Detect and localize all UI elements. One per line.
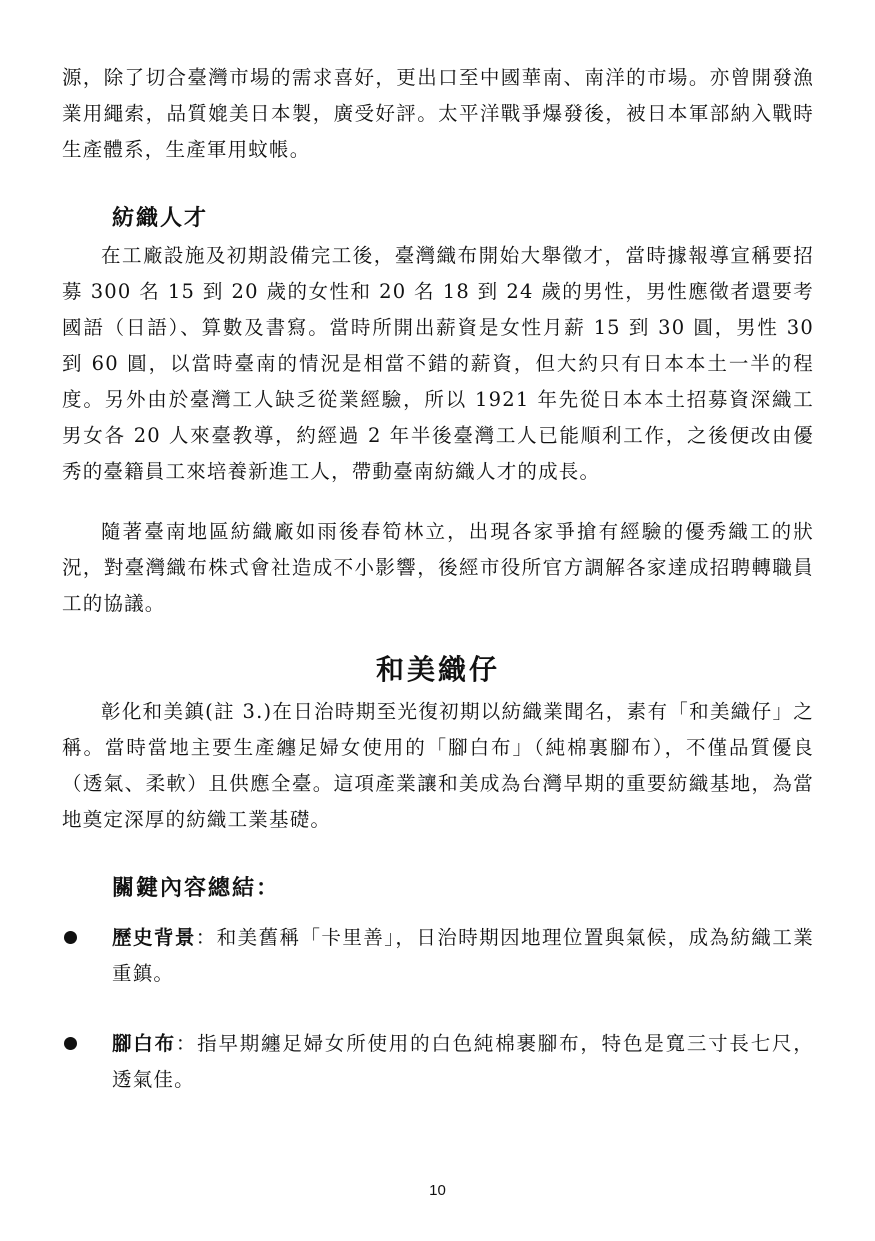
page-number: 10 [429,1182,446,1199]
hemei-heading: 和美織仔 [375,653,500,686]
summary-item-text: ：指早期纏足婦女所使用的白色純棉裹腳布，特色是寬三寸長七尺，透氣佳。 [112,1032,814,1091]
summary-item [62,1026,814,1098]
bullet-icon [64,1037,77,1050]
summary-list [62,920,814,1098]
hemei-paragraph: 彰化和美鎮(註 3.)在日治時期至光復初期以紡織業聞名，素有「和美織仔」之稱。當時當地主要生產纏足婦女使用的「腳白布」（純棉裏腳布），不僅品質優良（透氣、柔軟）且供應全臺。這項產業讓和美成為台灣早期的重要紡織基地，為當地奠定深厚的紡織工業基礎。 [62,700,814,831]
talent-heading: 紡織人才 [112,205,209,231]
talent-paragraph-1: 在工廠設施及初期設備完工後，臺灣織布開始大舉徵才，當時據報導宣稱要招募 300 名 15 到 20 歲的女性和 20 名 18 到 24 歲的男性，男性應徵者還要考國語（日語）、算數及書寫。當時所開出薪資是女性月薪 15 到 30 圓，男性 30 到 60 圓，以當時臺南的情況是相當不錯的薪資，但大約只有日本本土一半的程度。另外由於臺灣工人缺乏從業經驗，所以 1921 年先從日本本土招募資深織工男女各 20 人來臺教導，約經過 2 年半後臺灣工人已能順利工作，之後便改由優秀的臺籍員工來培養新進工人，帶動臺南紡織人才的成長。 [62,244,814,483]
summary-item-term: 歷史背景 [112,926,196,949]
summary-item [62,920,814,992]
summary-heading: 關鍵內容總結： [112,875,281,901]
summary-item-term: 腳白布 [112,1032,176,1055]
bullet-icon [64,931,77,944]
summary-item-text: ：和美舊稱「卡里善」，日治時期因地理位置與氣候，成為紡織工業重鎮。 [112,926,814,985]
talent-paragraph-2: 隨著臺南地區紡織廠如雨後春筍林立，出現各家爭搶有經驗的優秀織工的狀況，對臺灣織布株式會社造成不小影響，後經市役所官方調解各家達成招聘轉職員工的協議。 [62,520,814,615]
document-page [62,60,814,1098]
intro-paragraph: 源，除了切合臺灣市場的需求喜好，更出口至中國華南、南洋的市場。亦曾開發漁業用繩索，品質媲美日本製，廣受好評。太平洋戰爭爆發後，被日本軍部納入戰時生產體系，生產軍用蚊帳。 [62,66,814,161]
